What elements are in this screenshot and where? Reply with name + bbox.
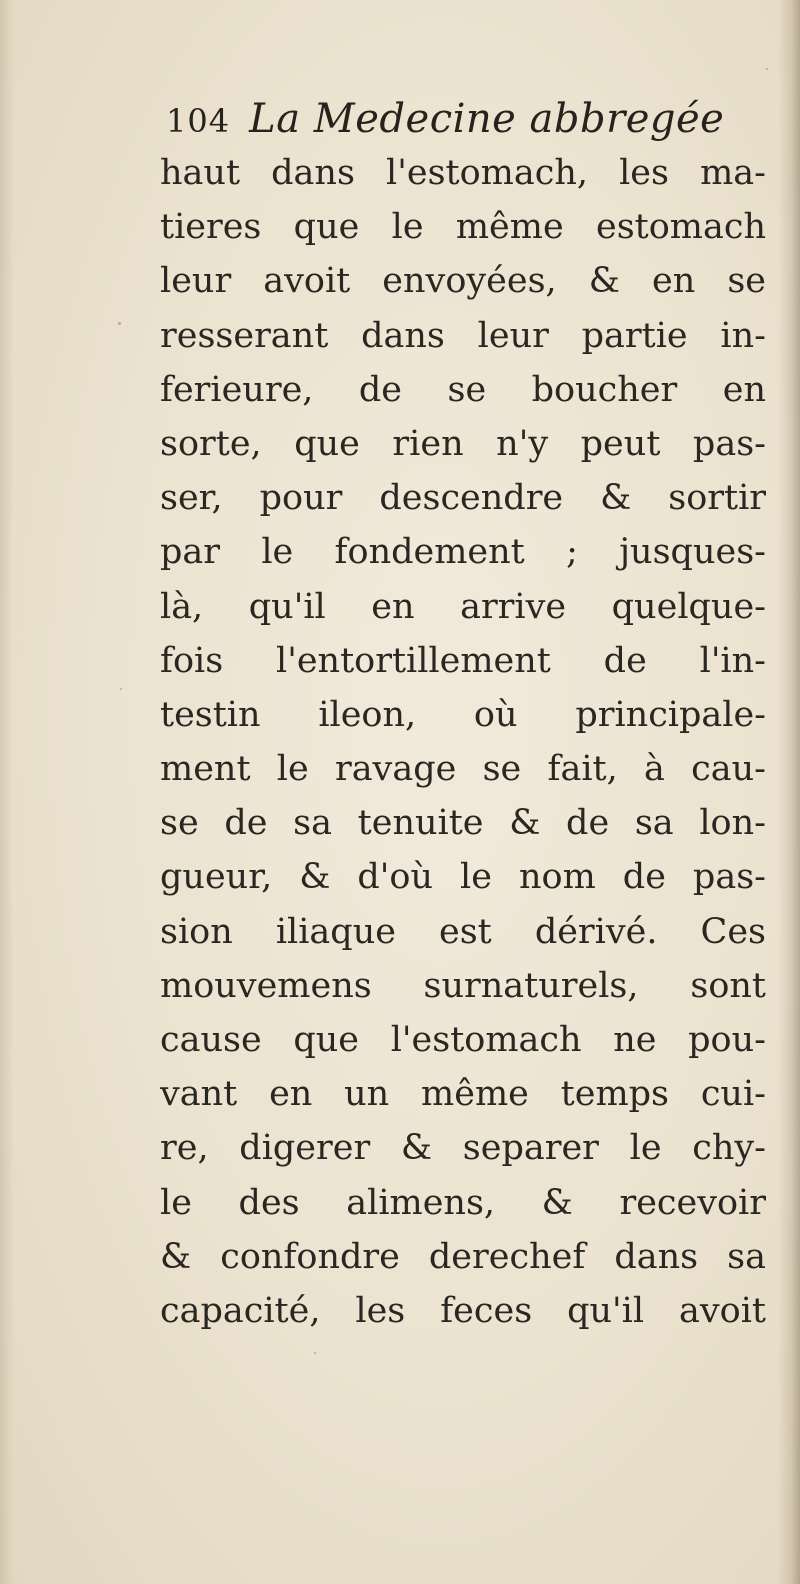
running-title: La Medecine abbregée [249, 96, 725, 142]
text-line: par le fondement ; jusques- [160, 532, 766, 573]
paper-speck [766, 68, 768, 70]
text-line: tieres que le même estomach [160, 207, 766, 248]
paper-speck [314, 1352, 316, 1354]
body-text [160, 146, 766, 1338]
paper-speck [118, 322, 121, 325]
text-line: mouvemens surnaturels, sont [160, 965, 766, 1006]
text-line: vant en un même temps cui- [160, 1074, 766, 1115]
text-line: ser, pour descendre & sortir [160, 478, 766, 519]
text-line: ferieure, de se boucher en [160, 369, 766, 410]
text-line: resserant dans leur partie in- [160, 315, 766, 356]
text-line: le des alimens, & recevoir [160, 1182, 766, 1223]
text-line: testin ileon, où principale- [160, 694, 766, 735]
text-line: se de sa tenuite & de sa lon- [160, 803, 766, 844]
text-line: fois l'entortillement de l'in- [160, 640, 766, 681]
text-line: re, digerer & separer le chy- [160, 1128, 766, 1169]
text-line: gueur, & d'où le nom de pas- [160, 857, 766, 898]
paper-speck [120, 688, 122, 690]
text-line: capacité, les feces qu'il avoit [160, 1290, 766, 1331]
text-line: leur avoit envoyées, & en se [160, 261, 766, 302]
text-line: sorte, que rien n'y peut pas- [160, 423, 766, 464]
text-line: ment le ravage se fait, à cau- [160, 749, 766, 790]
page-left-edge [0, 0, 14, 1584]
page-spine-shadow [778, 0, 800, 1584]
text-line: sion iliaque est dérivé. Ces [160, 911, 766, 952]
text-line: cause que l'estomach ne pou- [160, 1020, 766, 1060]
page-number: 104 [166, 102, 231, 140]
text-line: & confondre derechef dans sa [160, 1236, 766, 1277]
text-line: là, qu'il en arrive quelque- [160, 586, 766, 627]
text-line: haut dans l'estomach, les ma- [160, 153, 766, 193]
